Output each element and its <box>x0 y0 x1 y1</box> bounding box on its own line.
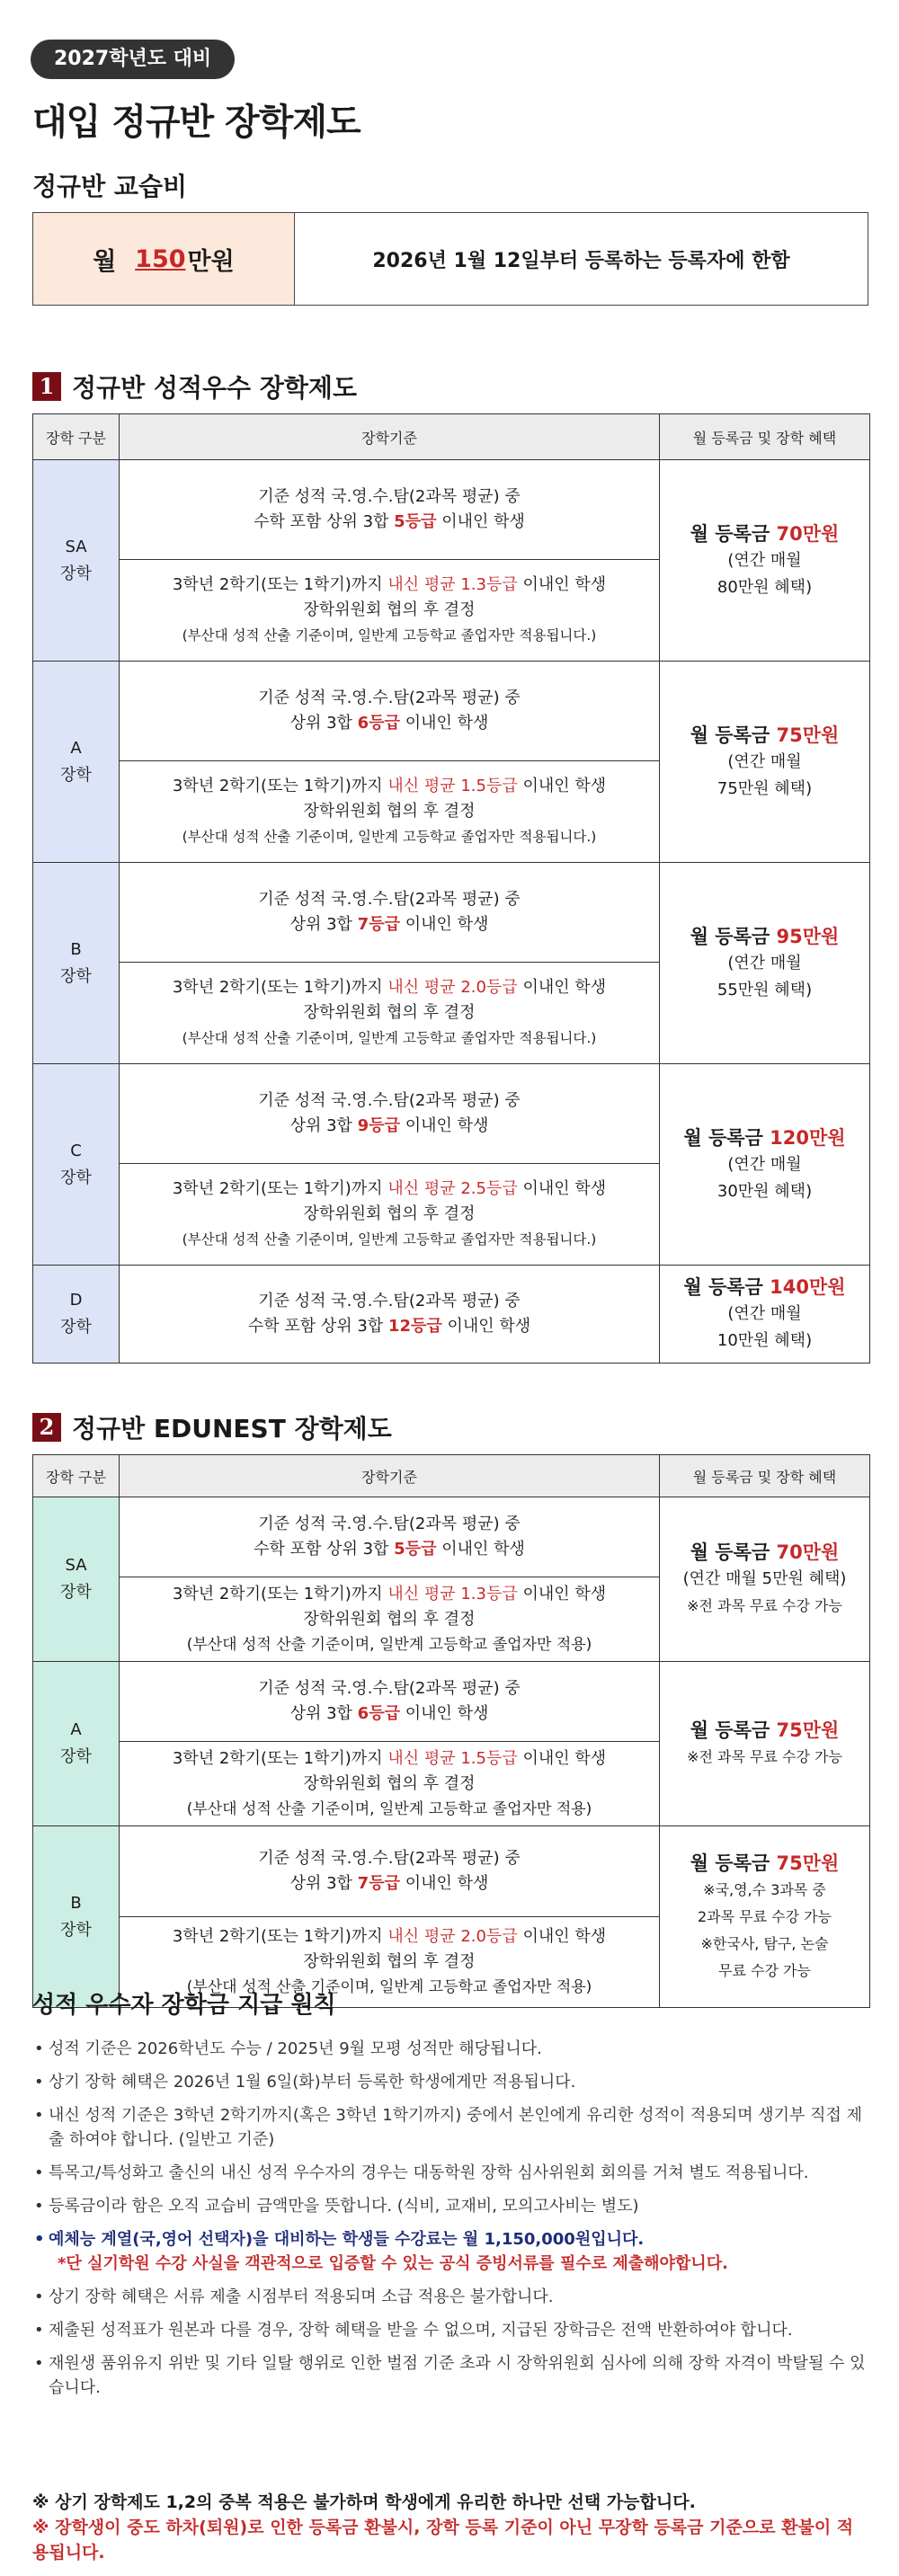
list-item: • 성적 기준은 2026학년도 수능 / 2025년 9월 모평 성적만 해당됩니다. <box>32 2037 868 2061</box>
final-notes <box>32 2490 868 2565</box>
section1-header <box>32 369 357 404</box>
grade-label: B 장학 <box>33 1826 120 2008</box>
grade-label: A 장학 <box>33 662 120 863</box>
list-item: • 상기 장학 혜택은 서류 제출 시점부터 적용되며 소급 적용은 불가합니다. <box>32 2285 868 2309</box>
table-row <box>33 662 870 761</box>
table2-header-grade: 장학 구분 <box>33 1455 120 1497</box>
page-title: 대입 정규반 장학제도 <box>32 102 360 143</box>
rule-sub-note: *단 실기학원 수강 사실을 객관적으로 입증할 수 있는 공식 증빙서류를 필수로 제출해야합니다. <box>58 2254 728 2273</box>
table1-header-criteria: 장학기준 <box>120 414 660 460</box>
section2-title: 정규반 EDUNEST 장학제도 <box>72 1414 392 1443</box>
grade-label: A 장학 <box>33 1662 120 1826</box>
criteria-score: 기준 성적 국.영.수.탐(2과목 평균) 중 상위 3합 9등급 이내인 학생 <box>120 1064 660 1164</box>
grade-label: C 장학 <box>33 1064 120 1266</box>
criteria-score: 기준 성적 국.영.수.탐(2과목 평균) 중 수학 포함 상위 3합 12등급 이내인 학생 <box>120 1266 660 1364</box>
table-row <box>33 1064 870 1164</box>
table-row <box>33 1266 870 1364</box>
table-row <box>33 863 870 963</box>
final-note-1: ※ 상기 장학제도 1,2의 중복 적용은 불가하며 학생에게 유리한 하나만 선택 가능합니다. <box>32 2492 696 2512</box>
grade-label: SA 장학 <box>33 460 120 662</box>
list-item: • 예체능 계열(국,영어 선택자)을 대비하는 학생들 수강료는 월 1,150,000원입니다. *단 실기학원 수강 사실을 객관적으로 입증할 수 있는 공식 증빙서류를 필수로 제출해야합니다. <box>32 2227 868 2276</box>
grade-label: B 장학 <box>33 863 120 1064</box>
tuition-title: 정규반 교습비 <box>32 172 188 201</box>
section1-title: 정규반 성적우수 장학제도 <box>72 373 358 403</box>
list-item: • 특목고/특성화고 출신의 내신 성적 우수자의 경우는 대동학원 장학 심사위원회 회의를 거쳐 별도 적용됩니다. <box>32 2161 868 2185</box>
year-badge: 2027학년도 대비 <box>31 40 235 79</box>
table-row <box>33 1826 870 1917</box>
list-item: • 내신 성적 기준은 3학년 2학기까지(혹은 3학년 1학기까지) 중에서 본인에게 유리한 성적이 적용되며 생기부 직접 제출 하여야 합니다. (일반고 기준) <box>32 2103 868 2152</box>
table-row <box>33 1497 870 1577</box>
list-item: • 제출된 성적표가 원본과 다를 경우, 장학 혜택을 받을 수 없으며, 지급된 장학금은 전액 반환하여야 합니다. <box>32 2318 868 2342</box>
table2-header-criteria: 장학기준 <box>120 1455 660 1497</box>
tuition-box <box>32 212 868 306</box>
table1-header-benefit: 월 등록금 및 장학 혜택 <box>660 414 870 460</box>
tuition-number: 150 <box>135 244 186 273</box>
list-item: • 재원생 품위유지 위반 및 기타 일탈 행위로 인한 벌점 기준 초과 시 장학위원회 심사에 의해 장학 자격이 박탈될 수 있습니다. <box>32 2351 868 2400</box>
grade-label: SA 장학 <box>33 1497 120 1662</box>
grade-label: D 장학 <box>33 1266 120 1364</box>
criteria-school-record: 3학년 2학기(또는 1학기)까지 내신 평균 1.3등급 이내인 학생 장학위원회 협의 후 결정 (부산대 성적 산출 기준이며, 일반계 고등학교 졸업자만 적용) <box>120 1577 660 1662</box>
scholarship-table-1 <box>32 413 870 1364</box>
criteria-score: 기준 성적 국.영.수.탐(2과목 평균) 중 상위 3합 7등급 이내인 학생 <box>120 863 660 963</box>
section2-header <box>32 1409 392 1445</box>
scholarship-table-2 <box>32 1454 870 2008</box>
benefit-cell: 월 등록금 75만원 (연간 매월 75만원 혜택) <box>660 662 870 863</box>
list-item: • 등록금이라 함은 오직 교습비 금액만을 뜻합니다. (식비, 교재비, 모의고사비는 별도) <box>32 2194 868 2218</box>
tuition-amount: 월 150 만원 <box>33 213 295 305</box>
benefit-cell: 월 등록금 75만원 ※전 과목 무료 수강 가능 <box>660 1662 870 1826</box>
criteria-school-record: 3학년 2학기(또는 1학기)까지 내신 평균 2.0등급 이내인 학생 장학위원회 협의 후 결정 (부산대 성적 산출 기준이며, 일반계 고등학교 졸업자만 적용됩니다.) <box>120 963 660 1064</box>
criteria-score: 기준 성적 국.영.수.탐(2과목 평균) 중 수학 포함 상위 3합 5등급 이내인 학생 <box>120 460 660 560</box>
list-item: • 상기 장학 혜택은 2026년 1월 6일(화)부터 등록한 학생에게만 적용됩니다. <box>32 2070 868 2094</box>
section1-number: 1 <box>32 372 61 401</box>
criteria-school-record: 3학년 2학기(또는 1학기)까지 내신 평균 1.5등급 이내인 학생 장학위원회 협의 후 결정 (부산대 성적 산출 기준이며, 일반계 고등학교 졸업자만 적용됩니다.) <box>120 761 660 863</box>
table1-header-grade: 장학 구분 <box>33 414 120 460</box>
tuition-condition: 2026년 1월 12일부터 등록하는 등록자에 한함 <box>372 249 790 272</box>
benefit-cell: 월 등록금 95만원 (연간 매월 55만원 혜택) <box>660 863 870 1064</box>
criteria-school-record: 3학년 2학기(또는 1학기)까지 내신 평균 1.5등급 이내인 학생 장학위원회 협의 후 결정 (부산대 성적 산출 기준이며, 일반계 고등학교 졸업자만 적용) <box>120 1742 660 1826</box>
rules-list <box>32 2037 868 2409</box>
section2-number: 2 <box>32 1413 61 1442</box>
criteria-score: 기준 성적 국.영.수.탐(2과목 평균) 중 상위 3합 6등급 이내인 학생 <box>120 1662 660 1742</box>
final-note-2: ※ 장학생이 중도 하차(퇴원)로 인한 등록금 환불시, 장학 등록 기준이 아닌 무장학 등록금 기준으로 환불이 적용됩니다. <box>32 2518 854 2563</box>
criteria-score: 기준 성적 국.영.수.탐(2과목 평균) 중 수학 포함 상위 3합 5등급 이내인 학생 <box>120 1497 660 1577</box>
criteria-score: 기준 성적 국.영.수.탐(2과목 평균) 중 상위 3합 7등급 이내인 학생 <box>120 1826 660 1917</box>
benefit-cell: 월 등록금 120만원 (연간 매월 30만원 혜택) <box>660 1064 870 1266</box>
rules-title: 성적 우수자 장학금 지급 원칙 <box>32 1992 336 2019</box>
criteria-school-record: 3학년 2학기(또는 1학기)까지 내신 평균 2.5등급 이내인 학생 장학위원회 협의 후 결정 (부산대 성적 산출 기준이며, 일반계 고등학교 졸업자만 적용됩니다.) <box>120 1164 660 1266</box>
criteria-school-record: 3학년 2학기(또는 1학기)까지 내신 평균 2.0등급 이내인 학생 장학위원회 협의 후 결정 (부산대 성적 산출 기준이며, 일반계 고등학교 졸업자만 적용) <box>120 1917 660 2008</box>
criteria-school-record: 3학년 2학기(또는 1학기)까지 내신 평균 1.3등급 이내인 학생 장학위원회 협의 후 결정 (부산대 성적 산출 기준이며, 일반계 고등학교 졸업자만 적용됩니다.) <box>120 560 660 662</box>
benefit-cell: 월 등록금 140만원 (연간 매월 10만원 혜택) <box>660 1266 870 1364</box>
table-row <box>33 460 870 560</box>
benefit-cell: 월 등록금 70만원 (연간 매월 80만원 혜택) <box>660 460 870 662</box>
table2-header-benefit: 월 등록금 및 장학 혜택 <box>660 1455 870 1497</box>
benefit-cell: 월 등록금 70만원 (연간 매월 5만원 혜택) ※전 과목 무료 수강 가능 <box>660 1497 870 1662</box>
criteria-score: 기준 성적 국.영.수.탐(2과목 평균) 중 상위 3합 6등급 이내인 학생 <box>120 662 660 761</box>
table-row <box>33 1662 870 1742</box>
benefit-cell: 월 등록금 75만원 ※국,영,수 3과목 중 2과목 무료 수강 가능 ※한국사, 탐구, 논술 무료 수강 가능 <box>660 1826 870 2008</box>
